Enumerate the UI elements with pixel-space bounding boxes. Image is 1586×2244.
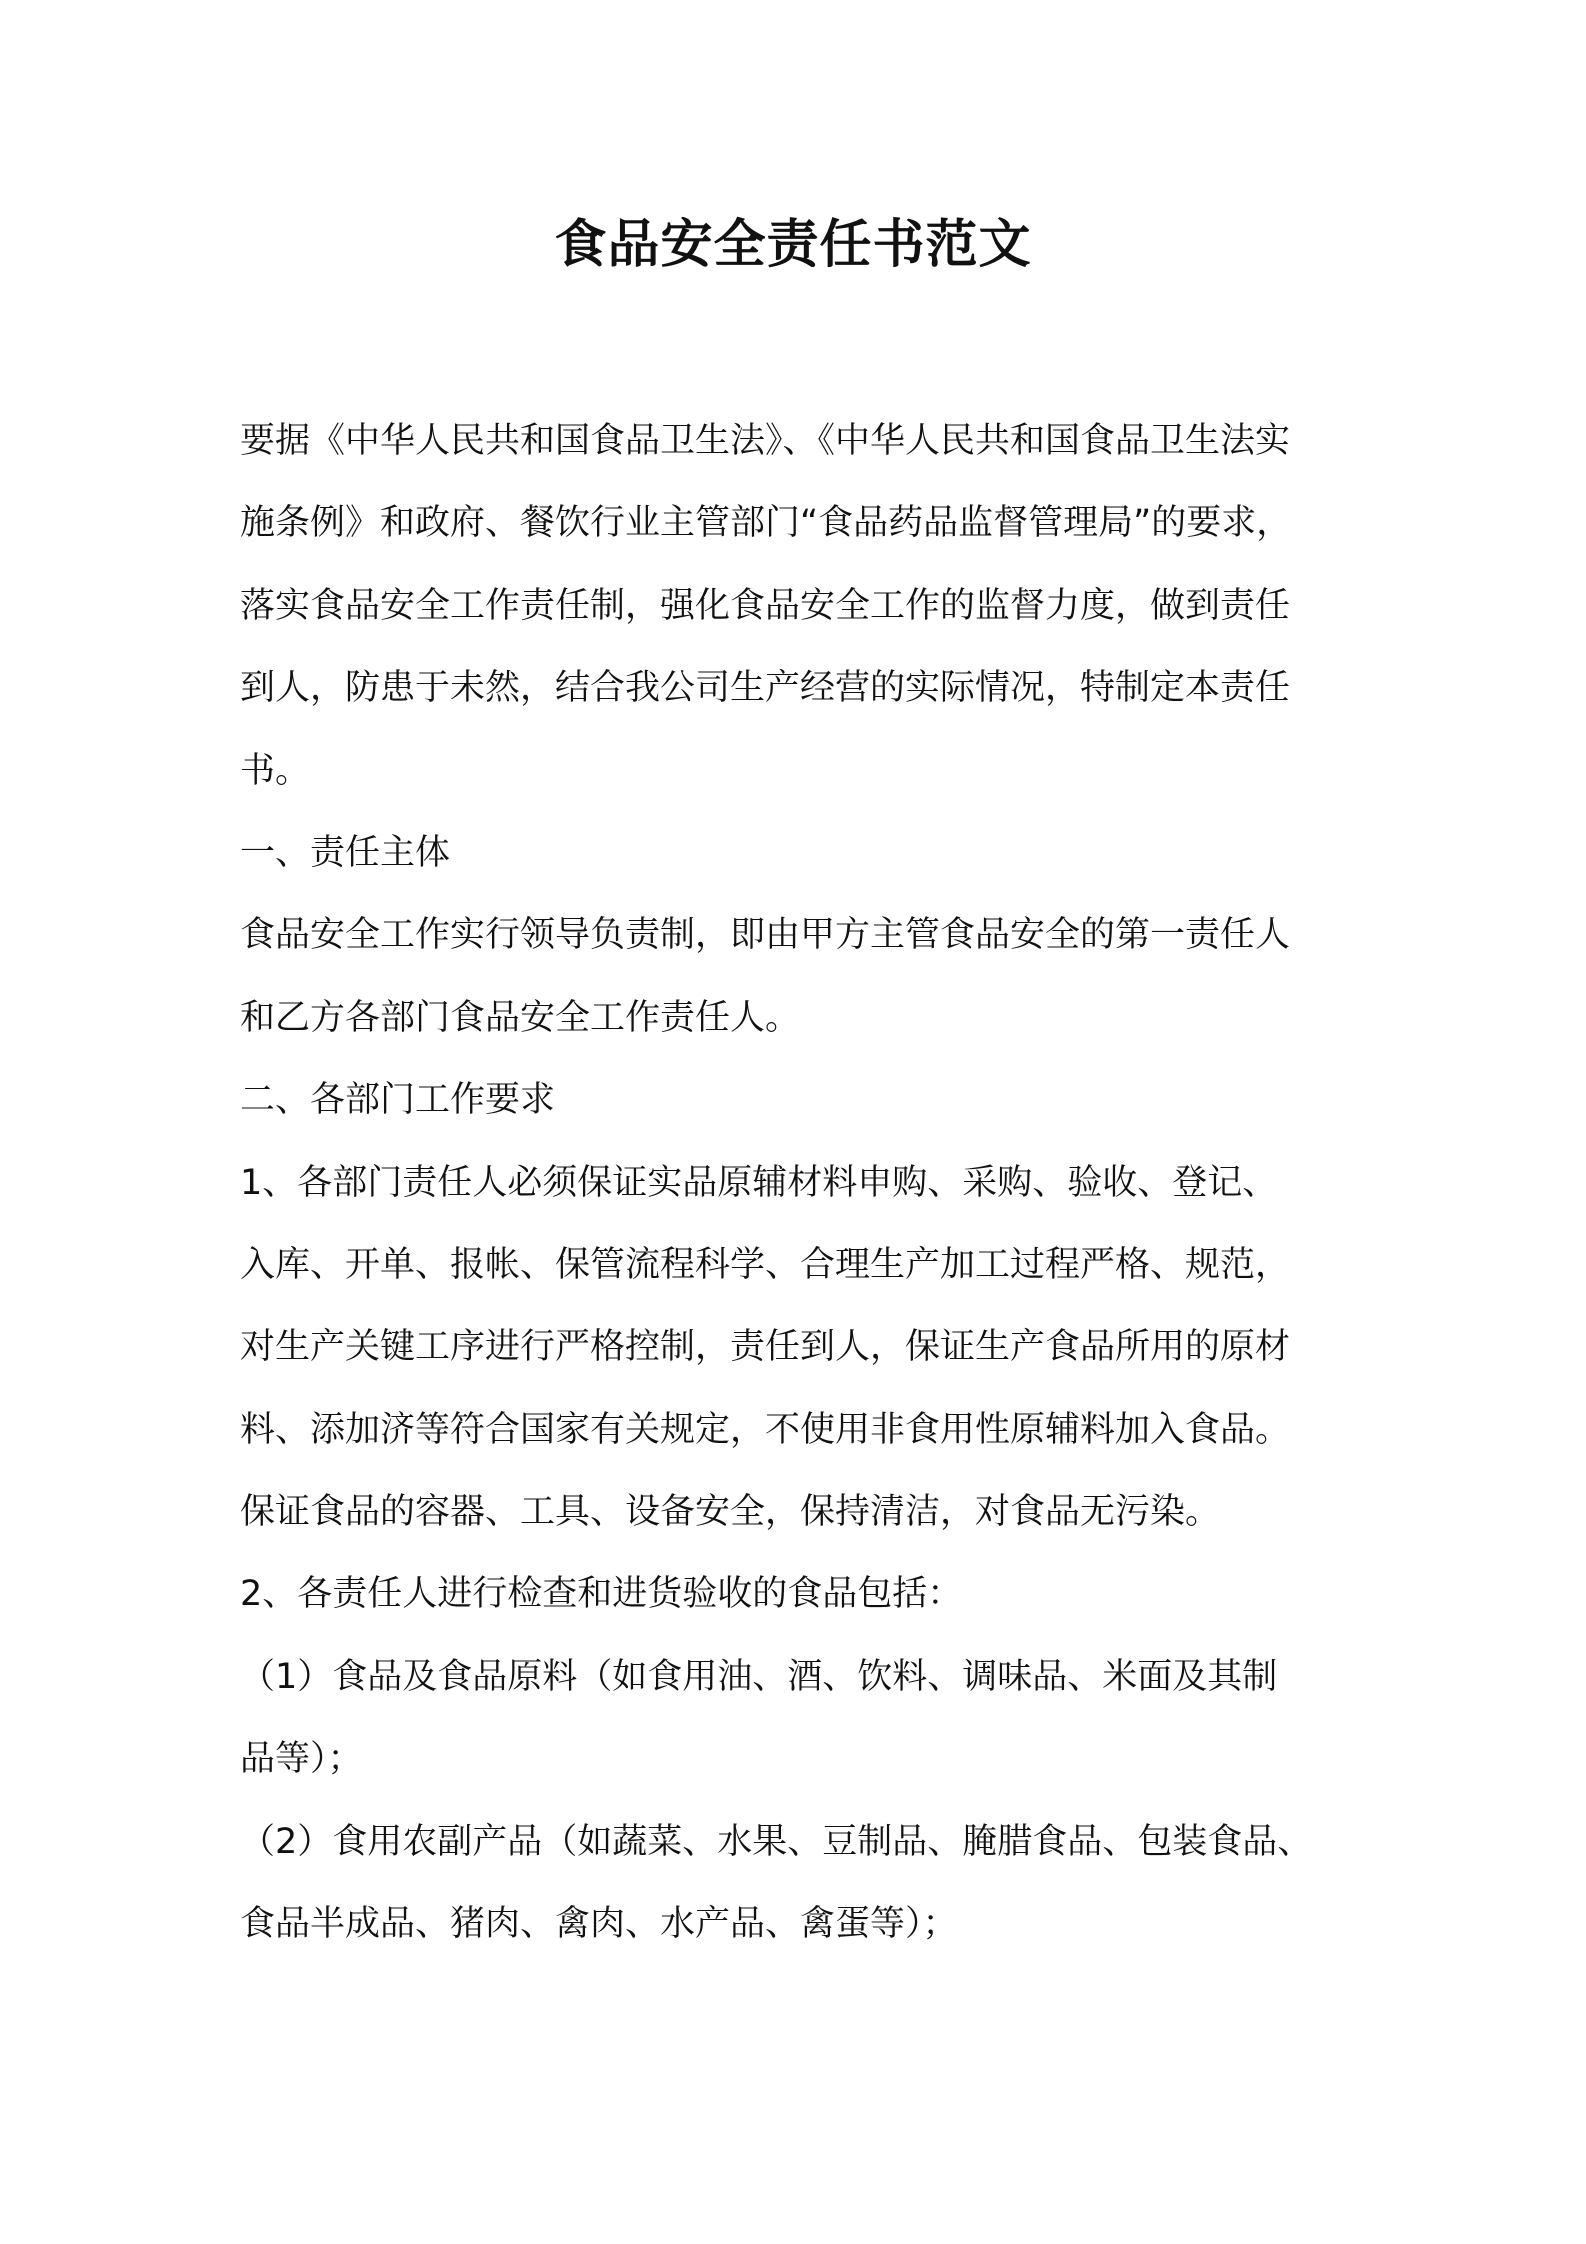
text-line: 食品半成品、猪肉、禽肉、水产品、禽蛋等）；: [240, 1904, 958, 1945]
text-line: 2、各责任人进行检查和进货验收的食品包括：: [240, 1574, 963, 1615]
text-line: 1、各部门责任人必须保证实品原辅材料申购、采购、验收、登记、: [240, 1162, 1278, 1203]
text-line: （2）食用农副产品（如蔬菜、水果、豆制品、腌腊食品、包装食品、: [240, 1821, 1313, 1862]
text-line: 要据《中华人民共和国食品卫生法》、《中华人民共和国食品卫生法实: [240, 421, 1291, 461]
text-line: 到人，防患于未然，结合我公司生产经营的实际情况，特制定本责任: [240, 668, 1291, 709]
text-line: 料、添加济等符合国家有关规定，不使用非食用性原辅料加入食品。: [240, 1409, 1291, 1450]
text-line: （1）食品及食品原料（如食用油、酒、饮料、调味品、米面及其制: [240, 1656, 1278, 1697]
text-line: 落实食品安全工作责任制，强化食品安全工作的监督力度，做到责任: [240, 585, 1291, 626]
section-heading: 一、责任主体: [240, 832, 451, 873]
text-line: 品等）；: [240, 1739, 363, 1780]
text-line: 食品安全工作实行领导负责制，即由甲方主管食品安全的第一责任人: [240, 915, 1291, 956]
document-title: 食品安全责任书范文: [554, 215, 1032, 275]
text-line: 保证食品的容器、工具、设备安全，保持清洁，对食品无污染。: [240, 1492, 1221, 1533]
text-line: 对生产关键工序进行严格控制，责任到人，保证生产食品所用的原材: [240, 1327, 1291, 1368]
text-line: 施条例》和政府、餐饮行业主管部门“食品药品监督管理局”的要求，: [240, 503, 1292, 544]
text-line: 入库、开单、报帐、保管流程科学、合理生产加工过程严格、规范，: [240, 1244, 1291, 1285]
text-line: 和乙方各部门食品安全工作责任人。: [240, 997, 801, 1038]
document-body: [240, 400, 1360, 1965]
text-line: 书。: [240, 750, 311, 791]
section-heading: 二、各部门工作要求: [240, 1080, 556, 1121]
